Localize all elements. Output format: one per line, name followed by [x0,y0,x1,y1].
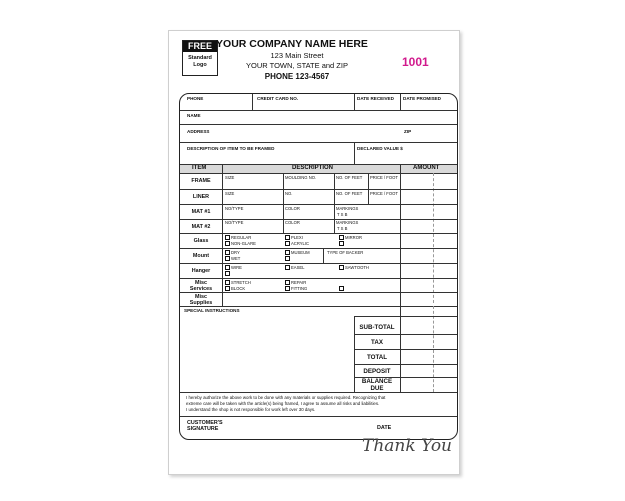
glass-mirror[interactable] [339,235,362,240]
total-label: TOTAL [366,354,388,361]
rule [180,219,457,220]
customer-signature-label [187,420,223,432]
frame-size: SIZE [225,175,235,180]
misc-block[interactable] [225,286,245,291]
checkbox-icon[interactable] [285,250,290,255]
signature-l2: SIGNATURE [187,426,219,432]
mat1-label: MAT #1 [191,209,211,215]
hanger-blank[interactable] [225,271,231,276]
checkbox-icon[interactable] [285,256,290,261]
declared-value-label: DECLARED VALUE $ [357,146,403,151]
hanger-wire[interactable] [225,265,242,270]
hanger-easel-text: EASEL [291,265,305,270]
description-label: DESCRIPTION OF ITEM TO BE FRAMED [187,146,275,151]
special-instructions-label: SPECIAL INSTRUCTIONS [184,308,240,313]
rule [323,248,324,263]
mount-museum-text: MUSEUM [291,250,310,255]
mat1-color: COLOR [285,206,300,211]
rule [180,233,457,234]
checkbox-icon[interactable] [285,280,290,285]
glass-plexi[interactable] [285,235,303,240]
tax-label: TAX [371,339,383,346]
frame-label: FRAME [191,178,211,184]
misc-services-l1: Misc [195,280,207,286]
rule [354,142,355,164]
rule [180,416,457,417]
zip-label: ZIP [404,129,412,134]
company-name: YOUR COMPANY NAME HERE [216,38,368,50]
checkbox-icon[interactable] [339,286,344,291]
mount-backer: TYPE OF BACKER [327,250,364,255]
credit-card-label: CREDIT CARD NO. [257,96,299,101]
misc-services-l2: Services [189,286,213,292]
authorization-l3: I understand the shop is not responsible for work left over 30 days. [186,407,316,412]
liner-feet: NO. OF FEET [336,191,363,196]
date-label: DATE [377,425,392,431]
checkbox-icon[interactable] [285,265,290,270]
mount-blank[interactable] [285,256,291,261]
mount-wet-text: WET [231,256,241,261]
misc-supplies-label [180,294,222,306]
hanger-sawtooth-text: SAWTOOTH [345,265,369,270]
rule [400,164,401,306]
frame-feet: NO. OF FEET [336,175,363,180]
rule [180,204,457,205]
rule [334,219,335,233]
description-header: DESCRIPTION [292,165,334,171]
glass-blank[interactable] [339,241,345,246]
checkbox-icon[interactable] [285,235,290,240]
glass-nonglare-text: NON-GLARE [231,241,256,246]
checkbox-icon[interactable] [285,286,290,291]
misc-supplies-l2: Supplies [189,300,213,306]
rule [180,189,457,190]
checkbox-icon[interactable] [285,241,290,246]
hanger-sawtooth[interactable] [339,265,369,270]
misc-supplies-l1: Misc [195,294,207,300]
liner-size: SIZE [225,191,235,196]
mount-wet[interactable] [225,256,240,261]
misc-stretch-text: STRETCH [231,280,251,285]
rule [283,219,284,233]
rule [354,334,457,335]
rule [400,94,401,110]
glass-acrylic-text: ACRYLIC [291,241,310,246]
rule [180,278,457,279]
mat2-notype: NO/TYPE [225,220,244,225]
rule [180,142,457,143]
logo-free-text: FREE [183,41,217,52]
hanger-easel[interactable] [285,265,305,270]
hanger-label: Hanger [191,268,211,274]
company-street: 123 Main Street [270,51,324,60]
balance-due-label [356,379,398,392]
item-header: ITEM [192,165,207,171]
misc-stretch[interactable] [225,280,251,285]
misc-fitting-text: FITTING [291,286,308,291]
rule [180,248,457,249]
logo-line2: Logo [193,62,207,68]
deposit-label: DEPOSIT [363,368,391,375]
checkbox-icon[interactable] [339,241,344,246]
date-received-label: DATE RECEIVED [357,96,394,101]
misc-blank[interactable] [339,286,345,291]
mat2-color: COLOR [285,220,300,225]
checkbox-icon[interactable] [339,235,344,240]
frame-price: PRICE / FOOT [370,175,398,180]
logo-line1: Standard [188,55,212,61]
checkbox-icon[interactable] [225,256,230,261]
rule [354,316,457,317]
rule [354,364,457,365]
rule [334,173,335,220]
liner-no: NO. [285,191,293,196]
rule [180,263,457,264]
glass-label: Glass [193,238,209,244]
subtotal-label: SUB-TOTAL [359,324,395,331]
rule [180,306,457,307]
authorization-text [186,395,451,413]
logo-standard-text [183,55,217,69]
checkbox-icon[interactable] [339,265,344,270]
date-promised-label: DATE PROMISED [403,96,441,101]
glass-acrylic[interactable] [285,241,309,246]
glass-nonglare[interactable] [225,241,256,246]
mat2-markings: MARKINGS [336,220,359,225]
rule [354,94,355,110]
glass-regular[interactable] [225,235,251,240]
mount-museum[interactable] [285,250,310,255]
company-header [216,38,372,83]
mount-label: Mount [192,253,210,259]
thank-you-text: Thank You [362,436,453,456]
mount-dry[interactable] [225,250,240,255]
rule [180,110,457,111]
rule [252,94,253,110]
misc-block-text: BLOCK [231,286,246,291]
checkbox-icon[interactable] [225,271,230,276]
checkbox-icon[interactable] [225,235,230,240]
checkbox-icon[interactable] [225,250,230,255]
frame-moulding: MOULDING NO. [285,175,317,180]
authorization-l2: extreme care will be taken with the article(s) being framed, I agree to assume all risks and liabilities. [186,401,380,406]
misc-services-label [180,280,222,292]
glass-plexi-text: PLEXI [291,235,303,240]
company-phone: PHONE 123-4567 [264,72,330,81]
misc-repair-text: REPAIR [291,280,307,285]
balance-l2: DUE [370,384,384,392]
glass-regular-text: REGULAR [231,235,252,240]
mat2-label: MAT #2 [191,224,211,230]
rule [354,349,457,350]
rule [180,392,457,393]
checkbox-icon[interactable] [225,286,230,291]
signature-l1: CUSTOMER'S [187,420,223,426]
misc-repair[interactable] [285,280,306,285]
liner-label: LINER [192,194,210,200]
hanger-wire-text: WIRE [231,265,242,270]
rule [354,316,355,392]
amount-header: AMOUNT [413,165,440,171]
checkbox-icon[interactable] [225,265,230,270]
misc-fitting[interactable] [285,286,307,291]
company-city: YOUR TOWN, STATE and ZIP [246,61,348,70]
order-form [179,93,458,440]
rule [180,124,457,125]
mat1-tsb: T S B [337,212,348,217]
rule [180,292,457,293]
name-label: NAME [187,113,201,118]
rule [283,173,284,220]
mat2-tsb: T S B [337,226,348,231]
checkbox-icon[interactable] [225,280,230,285]
rule [222,164,223,306]
balance-l1: BALANCE [361,378,393,385]
liner-price: PRICE / FOOT [370,191,398,196]
checkbox-icon[interactable] [225,241,230,246]
mat1-notype: NO/TYPE [225,206,244,211]
amount-divider [433,173,434,303]
mat1-markings: MARKINGS [336,206,359,211]
phone-label: PHONE [187,96,204,101]
form-number: 1001 [402,55,429,69]
mount-dry-text: DRY [231,250,240,255]
authorization-l1: I hereby authorize the above work to be done with any materials or supplies required. Recognizing that [186,395,386,400]
glass-mirror-text: MIRROR [345,235,362,240]
address-label: ADDRESS [187,129,210,134]
